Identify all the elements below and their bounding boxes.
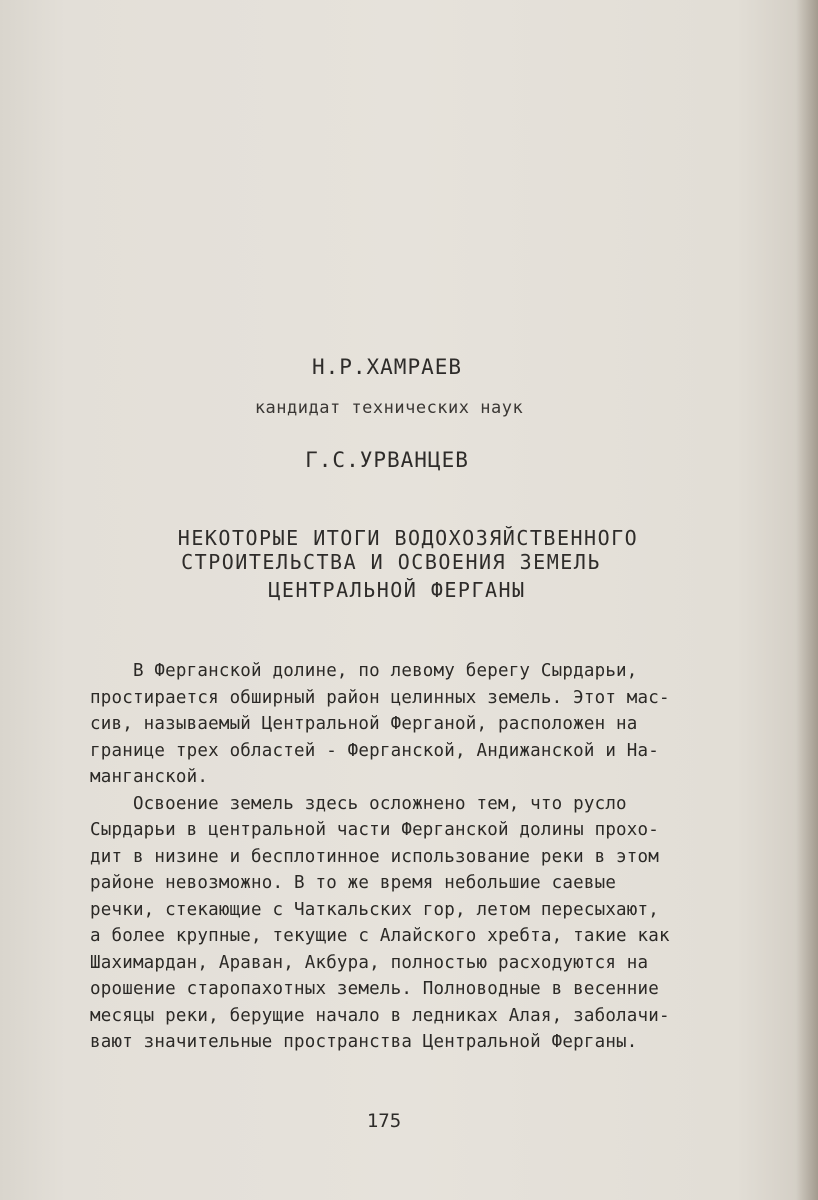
body-line: вают значительные пространства Центральной Ферганы.: [90, 1032, 638, 1052]
body-line: манганской.: [90, 767, 209, 787]
article-body: [90, 658, 770, 1056]
body-line: границе трех областей - Ферганской, Андижанской и На-: [90, 740, 660, 761]
body-line: дит в низине и бесплотинное использование реки в этом: [90, 846, 660, 867]
author-degree: кандидат технических наук: [254, 398, 524, 418]
body-line: месяцы реки, берущие начало в ледниках Алая, заболачи-: [90, 1005, 670, 1026]
page-number: 175: [366, 1110, 402, 1132]
article-title-line-2: СТРОИТЕЛЬСТВА И ОСВОЕНИЯ ЗЕМЕЛЬ: [181, 550, 601, 574]
body-line: а более крупные, текущие с Алайского хребта, такие как: [90, 926, 670, 946]
body-line: речки, стекающие с Чаткальских гор, летом пересыхают,: [90, 899, 660, 920]
author-name-1: Н.Р.ХАМРАЕВ: [311, 355, 463, 379]
body-line: В Ферганской долине, по левому берегу Сырдарьи,: [90, 661, 638, 681]
body-line: орошение старопахотных земель. Полноводные в весенние: [90, 979, 660, 999]
author-name-2: Г.С.УРВАНЦЕВ: [305, 448, 469, 472]
article-title-line-3: ЦЕНТРАЛЬНОЙ ФЕРГАНЫ: [268, 578, 526, 602]
article-title-line-1: НЕКОТОРЫЕ ИТОГИ ВОДОХОЗЯЙСТВЕННОГО: [177, 526, 639, 550]
body-line: Шахимардан, Араван, Акбура, полностью расходуются на: [90, 952, 649, 973]
body-line: простирается обширный район целинных земель. Этот мас-: [90, 687, 670, 708]
body-line: Сырдарьи в центральной части Ферганской долины прохо-: [90, 820, 660, 840]
body-line: сив, называемый Центральной Ферганой, расположен на: [90, 714, 638, 734]
body-line: Освоение земель здесь осложнено тем, что русло: [90, 793, 627, 814]
body-line: районе невозможно. В то же время небольшие саевые: [90, 873, 617, 893]
